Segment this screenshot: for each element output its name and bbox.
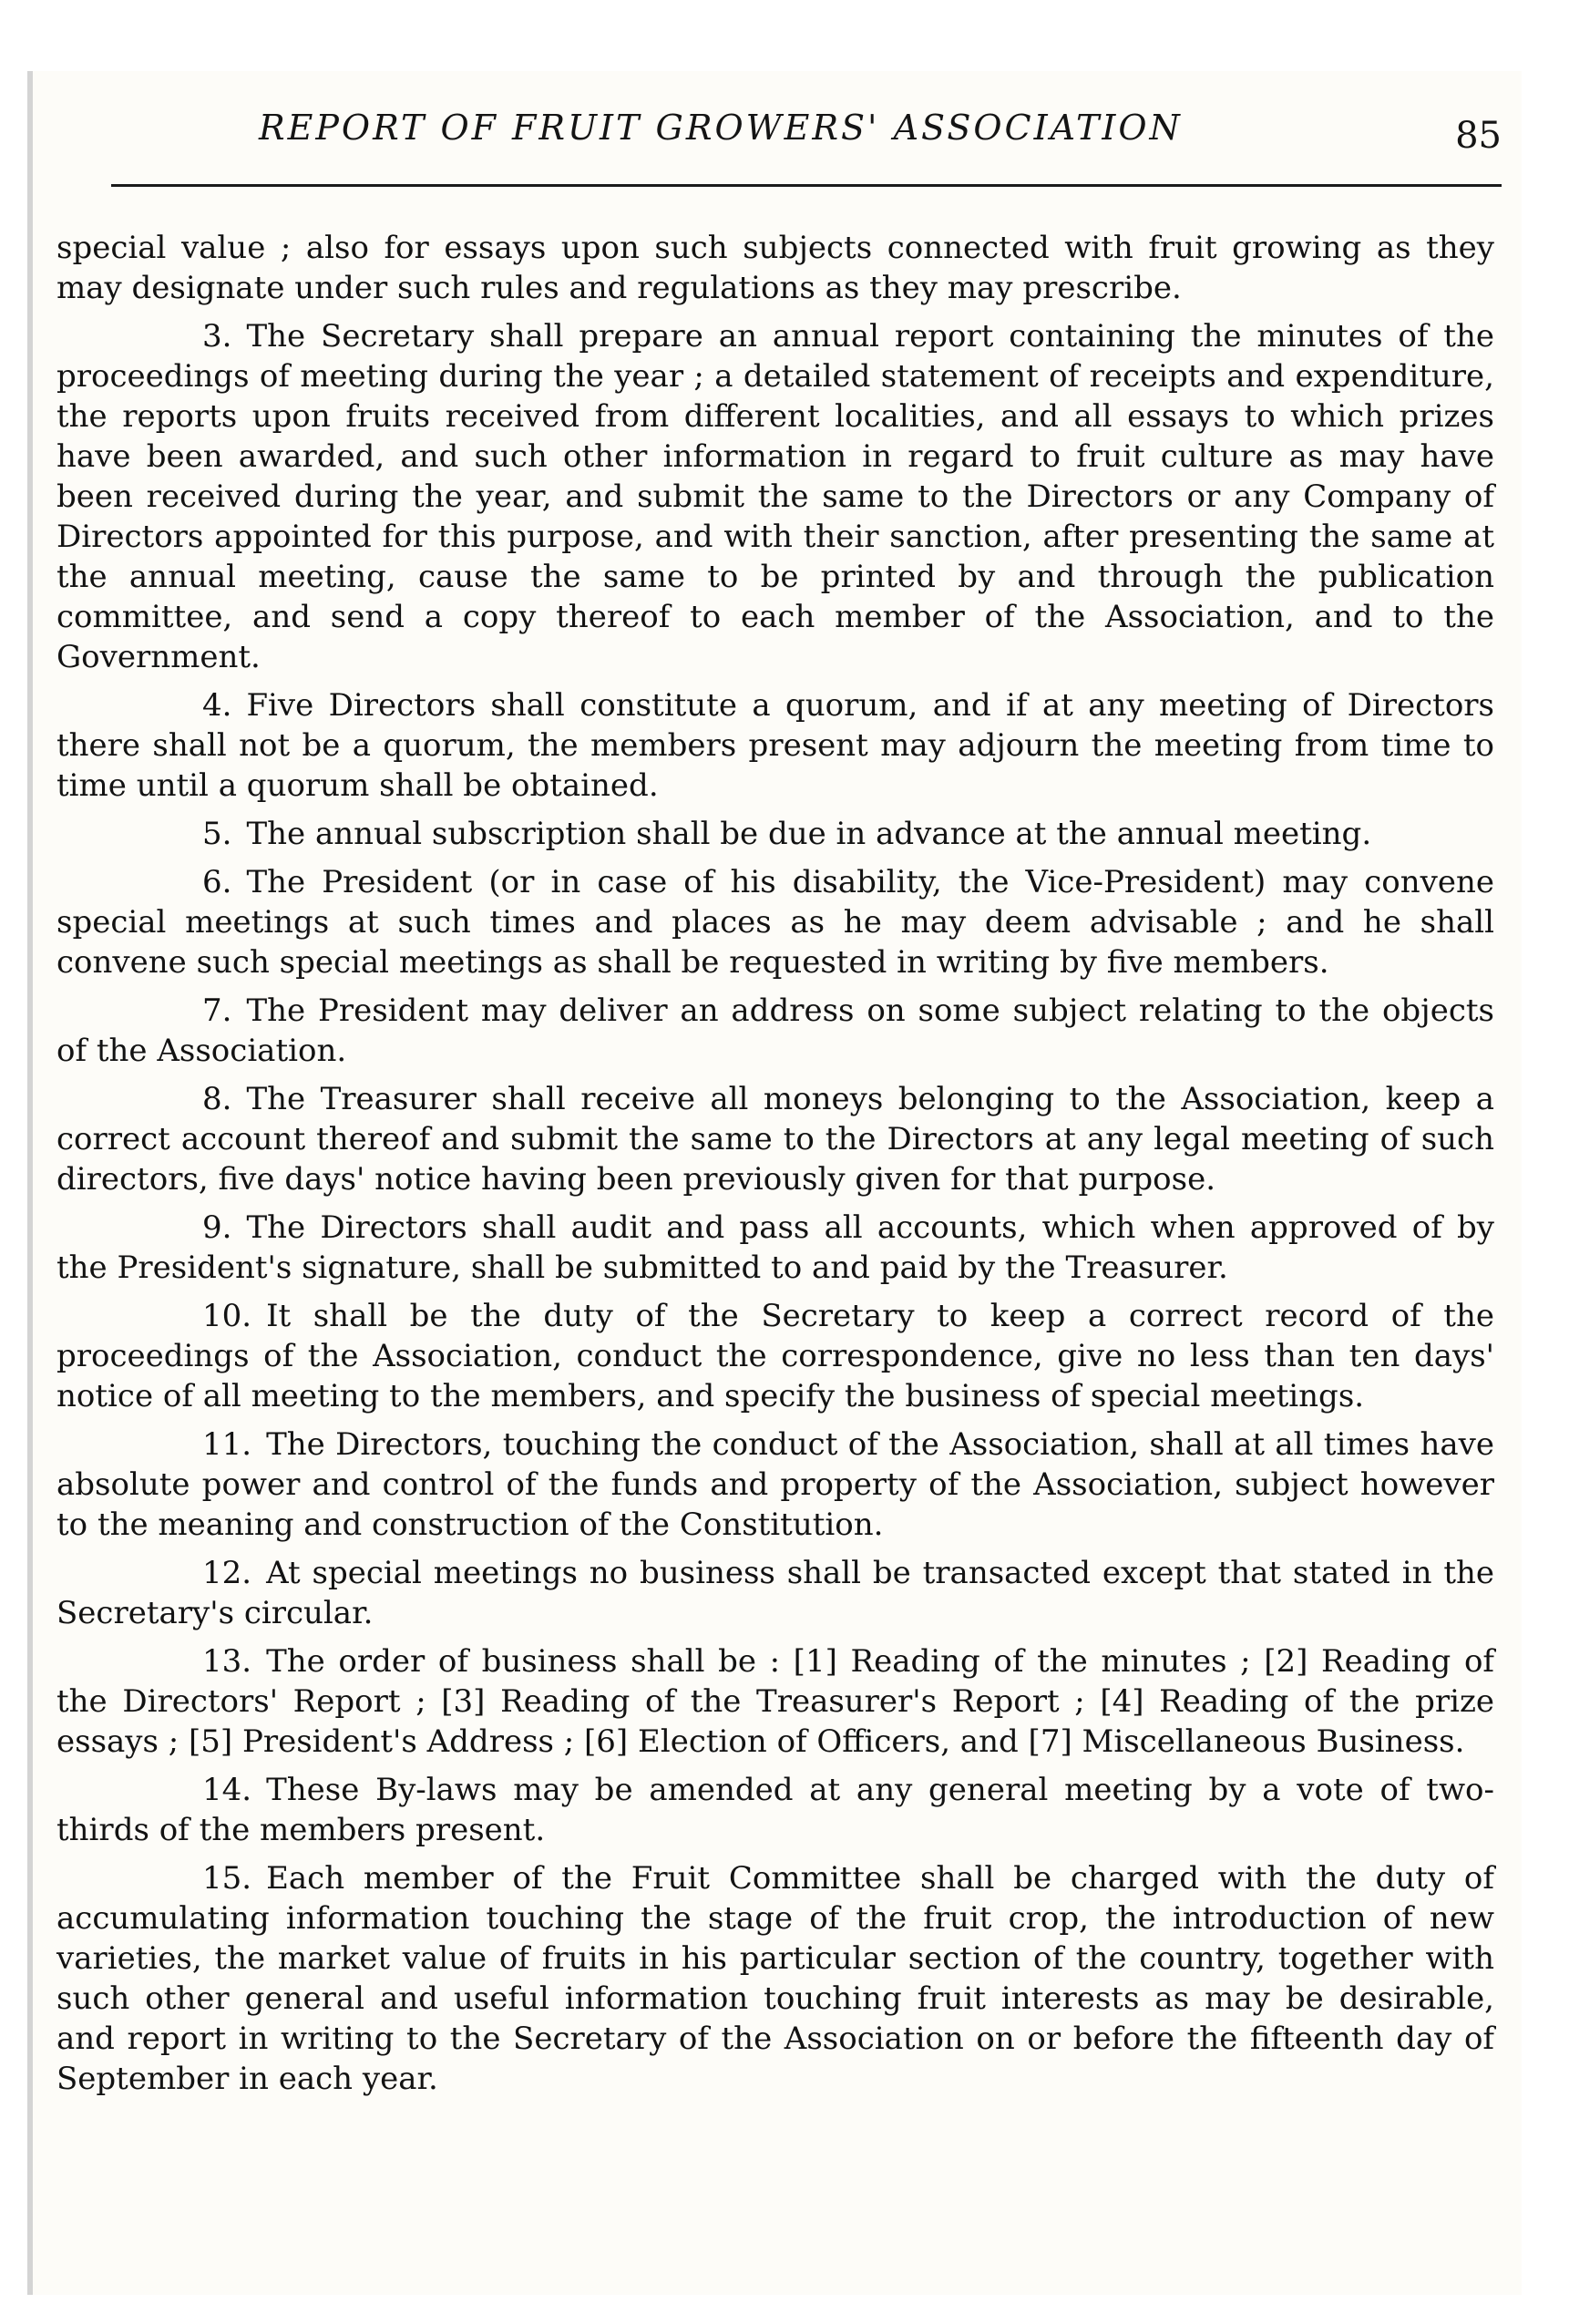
clause-number: 11. [202, 1426, 252, 1463]
header-rule [111, 184, 1502, 187]
bylaw-clause [56, 316, 1494, 677]
bylaw-clause [56, 814, 1494, 854]
clause-text: These By-laws may be amended at any general meeting by a vote of two-thirds of the members present. [56, 1772, 1494, 1848]
page-header [33, 108, 1522, 171]
clause-number: 12. [202, 1555, 252, 1591]
bylaw-clause [56, 1641, 1494, 1762]
body-text [56, 228, 1494, 2155]
bylaw-clause [56, 1858, 1494, 2099]
clause-number: 13. [202, 1643, 252, 1680]
clause-text: The Directors shall audit and pass all accounts, which when approved of by the President's signature, shall be submitted to and paid by the Treasurer. [56, 1209, 1494, 1286]
clause-number: 6. [202, 864, 232, 900]
bylaw-clause [56, 1208, 1494, 1288]
bylaw-clause [56, 2107, 1494, 2147]
bylaw-clause [56, 862, 1494, 982]
bylaw-clause [56, 1079, 1494, 1199]
paragraph [56, 228, 1494, 308]
clause-text: The Directors, touching the conduct of the Association, shall at all times have absolute power and control of the funds and property of the Association, subject however to the meaning and construction of the Constitution. [56, 1426, 1494, 1543]
bylaw-clause [56, 1770, 1494, 1850]
document-page [27, 71, 1522, 2295]
clause-text: The Treasurer shall receive all moneys belonging to the Association, keep a correct account thereof and submit the same to the Directors at any legal meeting of such directors, five days' notice having been previously given for that purpose. [56, 1081, 1494, 1198]
clause-text: The President may deliver an address on some subject relating to the objects of the Association. [56, 992, 1494, 1069]
clause-number: 10. [202, 1298, 252, 1334]
paragraph-text: special value ; also for essays upon such subjects connected with fruit growing as they may designate under such rules and regulations as they may prescribe. [56, 230, 1494, 306]
clause-number: 3. [202, 318, 232, 355]
clause-number: 5. [202, 816, 232, 852]
clause-text: The order of business shall be : [1] Reading of the minutes ; [2] Reading of the Directors' Report ; [3] Reading of the Treasurer's Report ; [4] Reading of the prize essays ; [5] President's Address ; [6] Election of Officers, and [7] Miscellaneous Business. [56, 1643, 1494, 1760]
bylaw-clause [56, 1296, 1494, 1416]
page-number: 85 [1455, 115, 1502, 157]
clause-text: The annual subscription shall be due in advance at the annual meeting. [246, 816, 1372, 852]
clause-text: At special meetings no business shall be transacted except that stated in the Secretary's circular. [56, 1555, 1494, 1631]
bylaw-clause [56, 685, 1494, 806]
clause-number: 15. [202, 1860, 252, 1897]
running-head: REPORT OF FRUIT GROWERS' ASSOCIATION [259, 108, 1183, 148]
clause-text: The President (or in case of his disability, the Vice-President) may convene special meetings at such times and places as he may deem advisable ; and he shall convene such special meetings as shall be requested in writing by five members. [56, 864, 1494, 981]
clause-number: 14. [202, 1772, 252, 1808]
clause-number: 9. [202, 1209, 232, 1246]
clause-text: It shall be the duty of the Secretary to keep a correct record of the proceedings of the Association, conduct the correspondence, give no less than ten days' notice of all meeting to the members, and specify the business of special meetings. [56, 1298, 1494, 1414]
bylaw-clause [56, 1553, 1494, 1633]
clause-text: Each member of the Fruit Committee shall be charged with the duty of accumulating information touching the stage of the fruit crop, the introduction of new varieties, the market value of fruits in his particular section of the country, together with such other general and useful information touching fruit interests as may be desirable, and report in writing to the Secretary of the Association on or before the fifteenth day of September in each year. [56, 1860, 1494, 2097]
clause-number: 8. [202, 1081, 232, 1117]
bylaw-clause [56, 991, 1494, 1071]
clause-number: 4. [202, 687, 232, 724]
bylaw-clause [56, 1424, 1494, 1545]
clause-number: 7. [202, 992, 232, 1029]
clause-text: Five Directors shall constitute a quorum, and if at any meeting of Directors there shall not be a quorum, the members present may adjourn the meeting from time to time until a quorum shall be obtained. [56, 687, 1494, 804]
clause-text: The Secretary shall prepare an annual report containing the minutes of the proceedings of meeting during the year ; a detailed statement of receipts and expenditure, the reports upon fruits received from different localities, and all essays to which prizes have been awarded, and such other information in regard to fruit culture as may have been received during the year, and submit the same to the Directors or any Company of Directors appointed for this purpose, and with their sanction, after presenting the same at the annual meeting, cause the same to be printed by and through the publication committee, and send a copy thereof to each member of the Association, and to the Government. [56, 318, 1494, 675]
